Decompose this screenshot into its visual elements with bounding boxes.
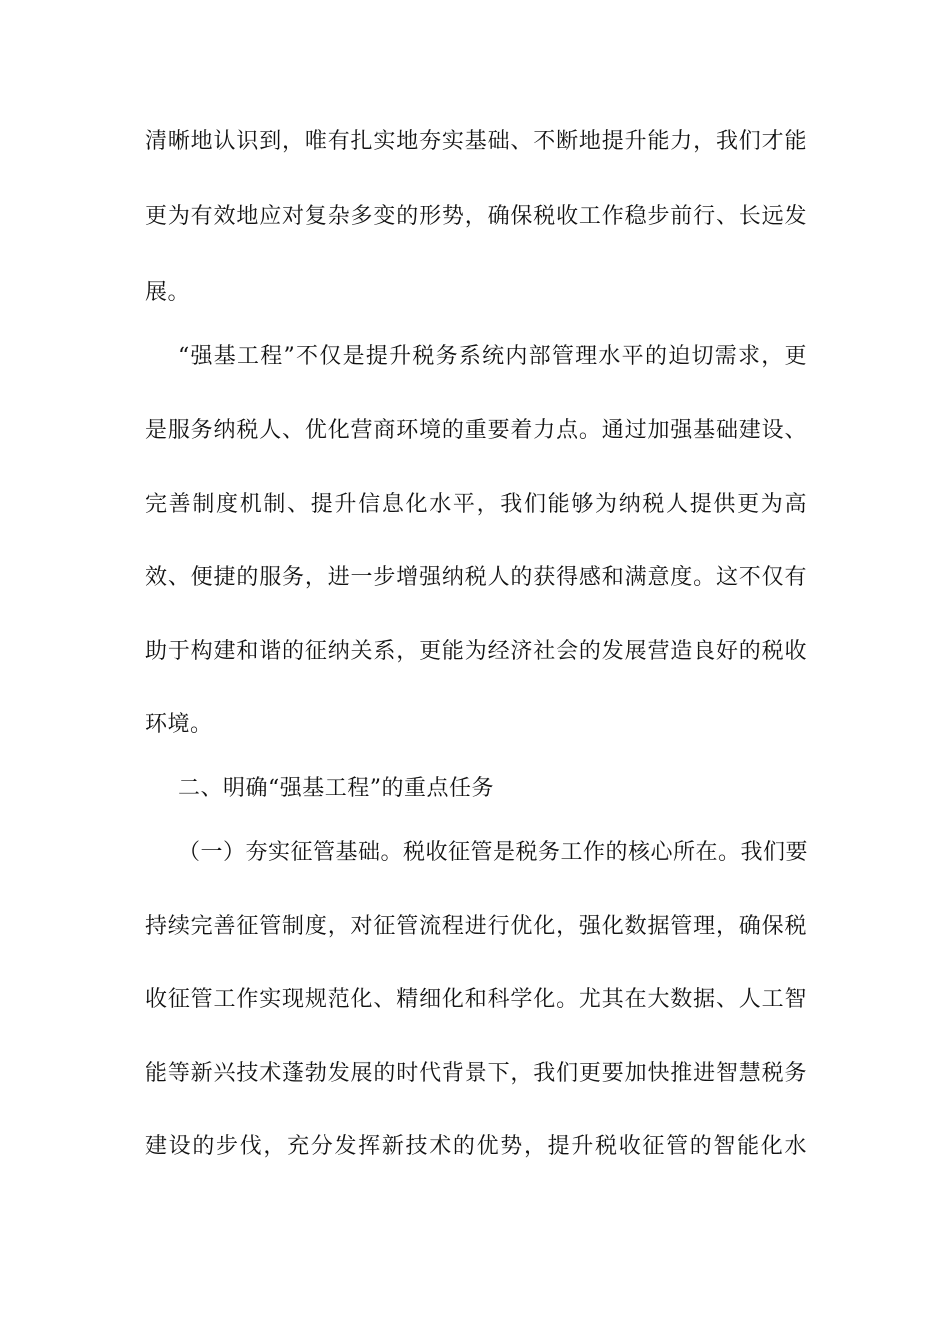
section-heading: 二、明确“强基工程”的重点任务 (178, 776, 494, 801)
paragraph-2-line-2: 是服务纳税人、优化营商环境的重要着力点。通过加强基础建设、 (145, 418, 807, 443)
paragraph-2-line-5: 助于构建和谐的征纳关系，更能为经济社会的发展营造良好的税收 (145, 639, 807, 664)
paragraph-3-line-4: 能等新兴技术蓬勃发展的时代背景下，我们更要加快推进智慧税务 (145, 1061, 807, 1086)
paragraph-2-line-3: 完善制度机制、提升信息化水平，我们能够为纳税人提供更为高 (145, 492, 807, 517)
paragraph-3-line-1: （一）夯实征管基础。税收征管是税务工作的核心所在。我们要 (178, 840, 809, 865)
paragraph-1-line-3: 展。 (145, 280, 191, 305)
paragraph-1-line-2: 更为有效地应对复杂多变的形势，确保税收工作稳步前行、长远发 (145, 204, 807, 229)
paragraph-1-line-1: 清晰地认识到，唯有扎实地夯实基础、不断地提升能力，我们才能 (145, 129, 807, 154)
paragraph-2-line-6: 环境。 (145, 712, 213, 737)
paragraph-3-line-2: 持续完善征管制度，对征管流程进行优化，强化数据管理，确保税 (145, 914, 807, 939)
paragraph-3-line-5: 建设的步伐，充分发挥新技术的优势，提升税收征管的智能化水 (145, 1134, 807, 1159)
paragraph-2-line-4: 效、便捷的服务，进一步增强纳税人的获得感和满意度。这不仅有 (145, 565, 807, 590)
paragraph-3-line-3: 收征管工作实现规范化、精细化和科学化。尤其在大数据、人工智 (145, 987, 807, 1012)
paragraph-2-line-1: “强基工程”不仅是提升税务系统内部管理水平的迫切需求，更 (178, 344, 807, 369)
